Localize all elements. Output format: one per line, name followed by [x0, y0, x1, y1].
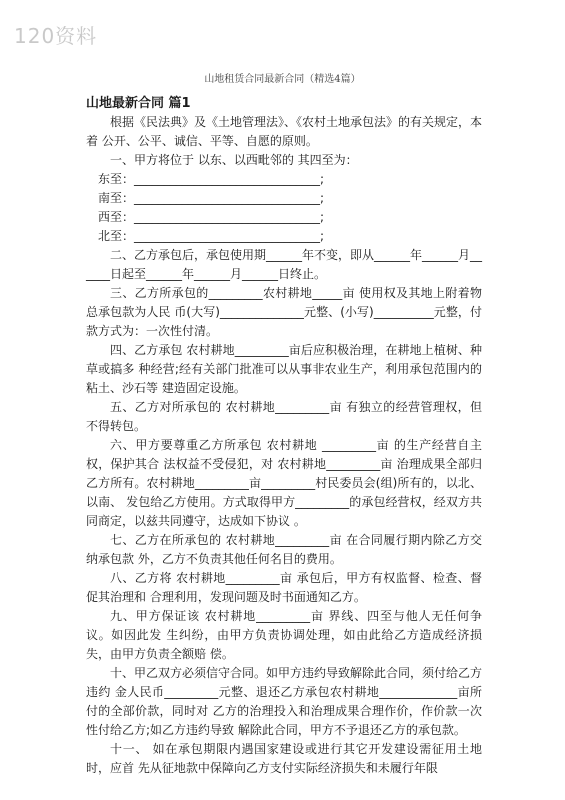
clause-five: 五、乙方对所承包的 农村耕地_________亩 有独立的经营管理权，但不得转包。 — [86, 400, 482, 433]
section-title: 山地最新合同 篇1 — [86, 96, 191, 111]
clause-eleven: 十一、 如在承包期限内遇国家建设或进行其它开发建设需征用土地时，应首 先从征地款中保障向乙方支付实际经济损失和未履行年限 — [86, 742, 482, 775]
document-header: 山地租赁合同最新合同（精选4篇） — [204, 74, 361, 85]
document-body — [86, 95, 482, 778]
clause-ten: 十、甲乙双方必须信守合同。如甲方违约导致解除此合同，须付给乙方违约 金人民币_________元整、退还乙方承包农村耕地_____________亩所付的全部价款，同时对 乙方的治理投入和治理成果合理作价，作价款一次性付给乙方;如乙方违约导致 解除此合同，甲方不予退还乙方的承包款。 — [86, 666, 483, 737]
clause-seven: 七、乙方在所承包的 农村耕地_________亩 在合同履行期内除乙方交纳承包款 外，乙方不负责其他任何名目的费用。 — [86, 533, 482, 566]
boundary-north: 北至：_______________________________; — [98, 229, 325, 243]
preamble-paragraph: 根据《民法典》及《土地管理法》、《农村土地承包法》的有关规定，本着 公开、公平、诚信、平等、自愿的原则。 — [86, 115, 483, 148]
clause-six: 六、甲方要尊重乙方所承包 农村耕地 _________亩 的生产经营自主权，保护其合 法权益不受侵犯，对 农村耕地_________亩 治理成果全部归乙方所有。农村耕地_________亩_________村民委员会(组)所有的，以北、以南、 发包给乙方使用。方式取得甲方_________的承包经营权，经双方共同商定，以兹共同遵守，达成如下协议 。 — [86, 438, 482, 528]
boundary-east: 东至：_______________________________; — [98, 172, 325, 186]
clause-eight: 八、乙方将 农村耕地_________亩 承包后，甲方有权监督、检查、督促其治理和 合理利用，发现问题及时书面通知乙方。 — [86, 571, 482, 604]
clause-one-paragraph: 一、甲方将位于 以东、以西毗邻的 其四至为： — [110, 153, 358, 167]
clause-nine: 九、甲方保证该 农村耕地_________亩 界线、四至与他人无任何争议。如因此发 生纠纷，由甲方负责协调处理，如由此给乙方造成经济损失，由甲方负责全额赔 偿。 — [86, 609, 482, 661]
boundary-west: 西至：_______________________________; — [98, 210, 325, 224]
watermark: 120资料 — [14, 24, 98, 48]
clause-two: 二、乙方承包后，承包使用期______年不变，即从______年______月______日起至______年______月______日终止。 — [86, 248, 483, 281]
clause-three: 三、乙方所承包的_________农村耕地_____亩 使用权及其地上附着物总承包款为人民 币(大写)______________元整、(小写)__________元整，付款方式为：一次性付清。 — [86, 286, 482, 338]
boundary-south: 南至：_______________________________; — [98, 191, 325, 205]
clause-four: 四、乙方承包 农村耕地_________亩后应积极治理，在耕地上植树、种草或搞多 种经营;经有关部门批准可以从事非农业生产，利用承包范围内的粘土、沙石等 建造固定设施。 — [86, 343, 482, 395]
